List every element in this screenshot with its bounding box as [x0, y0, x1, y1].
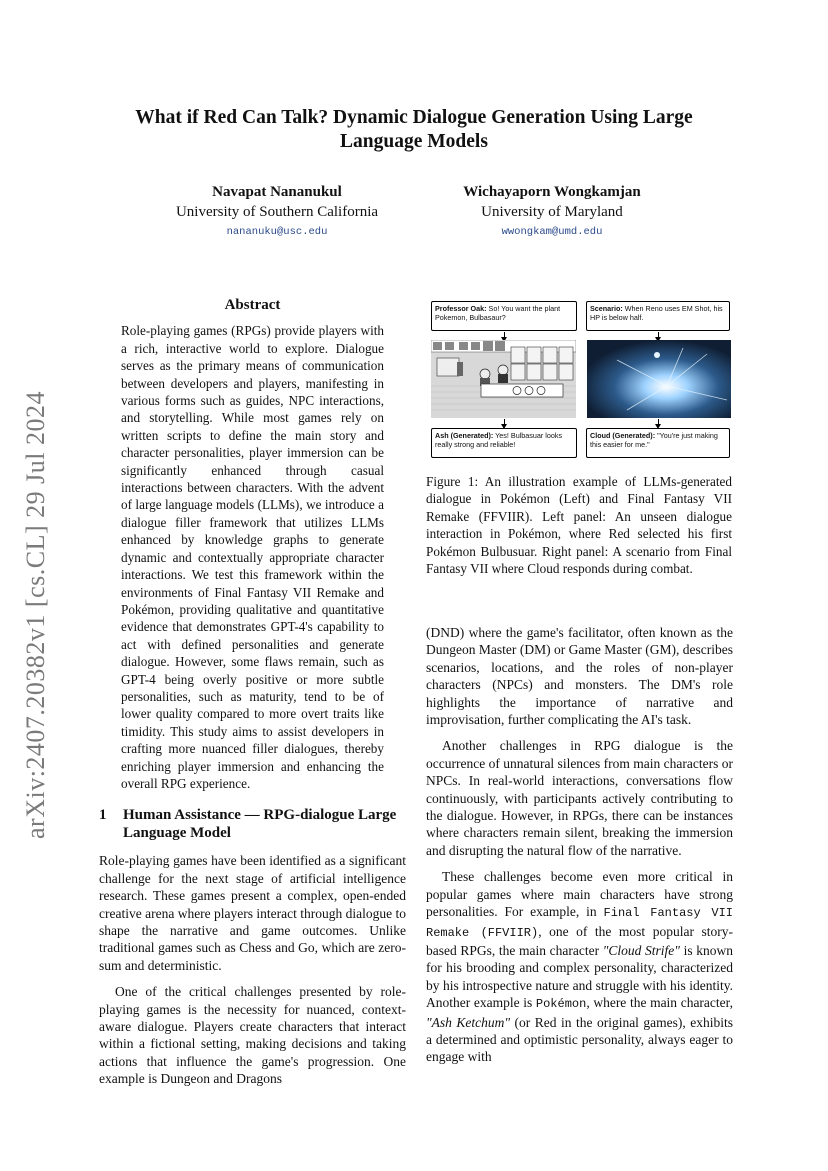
left-column — [99, 297, 406, 1088]
arrow-down — [658, 332, 659, 338]
dialogue-box-cloud-generated: Cloud (Generated): "You're just making this easier for me." — [586, 428, 730, 458]
author-email[interactable]: nananuku@usc.edu — [226, 226, 328, 238]
section-heading — [99, 806, 406, 842]
arxiv-sidebar-stamp — [14, 370, 58, 860]
author-1 — [127, 183, 427, 238]
arrow-down — [504, 332, 505, 338]
right-column — [426, 624, 733, 1066]
paragraph: These challenges become even more critical in popular games where main characters have strong personalities. For example, in Final Fantasy VII Remake (FFVIIR), one of the most popular story-based RPGs, the main character "Cloud Strife" is known for his brooding and complex personality, characterized by his introspective nature and struggle with his identity. Another example is Pokémon, where the main character, "Ash Ketchum" (or Red in the original games), exhibits a determined and optimistic personality, always eager to engage with — [426, 869, 734, 1065]
paragraph: Role-playing games have been identified as a significant challenge for the next stage of artificial intelligence research. These games present a complex, open-ended creative arena where players interact through dialogue to shape the narrative and game outcomes. Unlike traditional games such as Chess and Go, which are zero-sum and deterministic. — [99, 853, 406, 973]
paragraph: One of the critical challenges presented by role-playing games is the necessity for nuanced, context-aware dialogue. Players create characters that interact within a fictional setting, making decisions and taking actions that influence the game's progression. One example is Dungeon and Dragons — [99, 984, 406, 1087]
author-name: Navapat Nananukul — [212, 184, 342, 200]
author-affiliation: University of Southern California — [175, 204, 379, 220]
author-2 — [402, 183, 702, 238]
paragraph: Another challenges in RPG dialogue is the occurrence of unnatural silences from main characters or NPCs. In real-world interactions, conversations flow continuously, with participants actively contributing to the dialogue. However, in RPGs, there can be instances where characters remain silent, breaking the immersion and disrupting the natural flow of the narrative. — [426, 738, 733, 858]
author-affiliation: University of Maryland — [481, 204, 623, 220]
paragraph: (DND) where the game's facilitator, often known as the Dungeon Master (DM) or Game Master (GM), describes scenarios, locations, and the roles of non-player characters (NPCs) and monsters. The DM's role highlights the importance of narrative and improvisation, further complicating the AI's task. — [426, 625, 733, 728]
dialogue-box-ash-generated: Ash (Generated): Yes! Bulbasuar looks really strong and reliable! — [431, 428, 577, 458]
abstract-text: Role-playing games (RPGs) provide players with a rich, interactive world to explore. Dialogue serves as the primary means of communication between developers and players, manifesting in various forms such as guides, NPC interactions, and storytelling. While most games rely on written scripts to define the main story and character personalities, player immersion can be significantly enhanced through casual interactions between characters. With the advent of large language models (LLMs), we introduce a dialogue filler framework that utilizes LLMs enhanced by knowledge graphs to generate dynamic and contextually appropriate character interactions. We test this framework within the environments of Final Fantasy VII Remake and Pokémon, providing qualitative and quantitative evidence that demonstrates GPT-4's capability to act with defined personalities and generate dialogue. However, some flaws remain, such as GPT-4 being overly positive or more subtle personalities, such as maturity, tend to be of lower quality compared to more overt traits like timidity. This study aims to assist developers in crafting more nuanced filler dialogues, thereby enriching player immersion and enhancing the overall RPG experience. — [121, 323, 384, 791]
figure-caption: Figure 1: An illustration example of LLMs-generated dialogue in Pokémon (Left) and Final Fantasy VII Remake (FFVIIR). Left panel: An unseen dialogue interaction in Pokémon, where Red selected his first Pokémon Bulbusuar. Right panel: A scenario from Final Fantasy VII where Cloud responds during combat. — [426, 474, 732, 577]
game-title-pokemon: Pokémon — [535, 997, 587, 1012]
section-title: Human Assistance — RPG-dialogue Large Language Model — [123, 807, 397, 842]
dialogue-box-scenario: Scenario: When Reno uses EM Shot, his HP is below half. — [586, 301, 730, 331]
paper-title: What if Red Can Talk? Dynamic Dialogue Generation Using Large Language Models — [135, 107, 693, 152]
character-name-cloud: "Cloud Strife" — [602, 942, 680, 958]
arxiv-id: arXiv:2407.20382v1 [cs.CL] 29 Jul 2024 — [21, 391, 50, 839]
author-name: Wichayaporn Wongkamjan — [463, 184, 641, 200]
game-title-ffviir: Final Fantasy VII Remake (FFVIIR) — [426, 906, 734, 940]
arrow-down — [504, 419, 505, 425]
ffviir-combat-scene-image — [587, 340, 731, 418]
character-name-ash: "Ash Ketchum" — [426, 1014, 511, 1030]
abstract-heading: Abstract — [224, 297, 281, 313]
pokemon-lab-scene-image — [431, 340, 576, 418]
section-number: 1 — [99, 807, 107, 824]
author-email[interactable]: wwongkam@umd.edu — [501, 226, 603, 238]
figure-1 — [428, 298, 734, 463]
dialogue-box-oak: Professor Oak: So! You want the plant Pokemon, Bulbasaur? — [431, 301, 577, 331]
arrow-down — [658, 419, 659, 425]
